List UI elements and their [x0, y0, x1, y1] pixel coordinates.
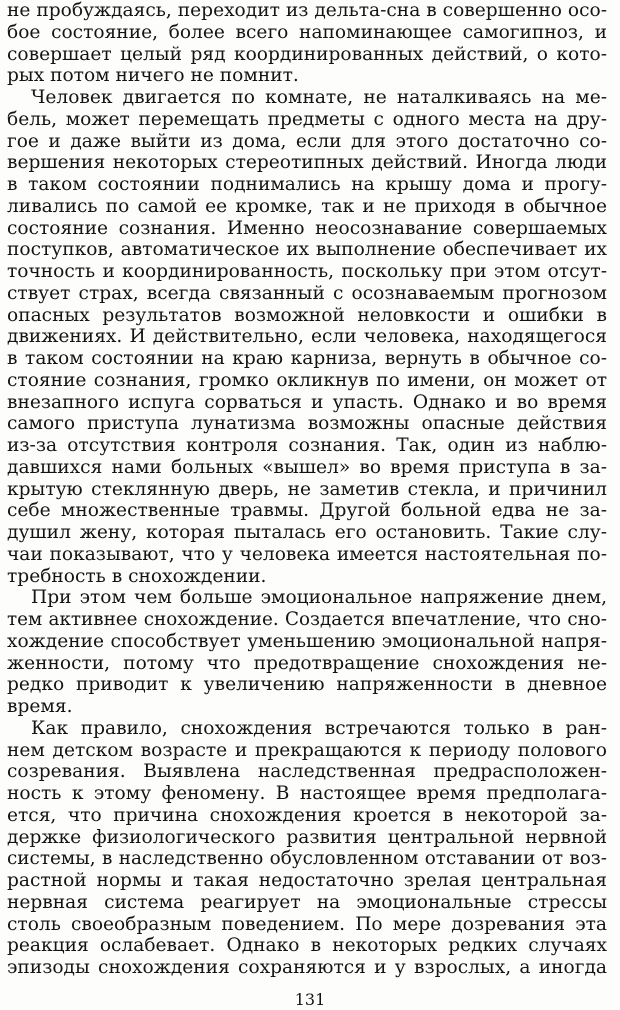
- body-text: [7, 0, 607, 979]
- text-line: тем активнее снохождение. Создается впечатление, что сно-: [7, 609, 607, 630]
- text-line: внезапного испуга сорваться и упасть. Однако и во время: [7, 391, 607, 413]
- text-line: столь своеобразным поведением. По мере дозревания эта: [7, 913, 607, 935]
- text-line: бель, может перемещать предметы с одного места на дру-: [7, 108, 607, 130]
- text-line: реакция ослабевает. Однако в некоторых редких случаях: [7, 935, 607, 957]
- text-line: точность и координированность, поскольку при этом отсут-: [7, 261, 607, 282]
- text-line: держке физиологического развития центральной нервной: [7, 826, 607, 848]
- text-line: редко приводит к увеличению напряженности в дневное: [7, 674, 607, 696]
- text-line: время.: [7, 696, 73, 717]
- page-number: 131: [294, 990, 326, 1009]
- text-line: бое состояние, более всего напоминающее самогипноз, и: [7, 21, 607, 43]
- text-line: требность в снохождении.: [7, 565, 267, 587]
- text-line: При этом чем больше эмоциональное напряжение днем,: [31, 587, 607, 609]
- text-line: ется, что причина снохождения кроется в некоторой за-: [7, 804, 607, 826]
- text-line: из-за отсутствия контроля сознания. Так, один из наблю-: [7, 435, 607, 456]
- text-line: стояние сознания, громко окликнув по имени, он может от: [7, 369, 607, 391]
- text-line: в таком состоянии на краю карниза, вернуть в обычное со-: [7, 348, 607, 369]
- text-line: ливались по самой ее кромке, так и не приходя в обычное: [7, 195, 607, 217]
- text-line: крытую стеклянную дверь, не заметив стекла, и причинил: [7, 478, 607, 500]
- text-line: Как правило, снохождения встречаются только в ран-: [31, 717, 607, 739]
- text-line: растной нормы и такая недостаточно зрелая центральная: [7, 870, 607, 891]
- text-line: системы, в наследственно обусловленном отставании от воз-: [7, 848, 607, 870]
- text-line: совершает целый ряд координированных действий, о кото-: [7, 43, 607, 65]
- text-line: вершения некоторых стереотипных действий. Иногда люди: [7, 152, 607, 174]
- text-line: созревания. Выявлена наследственная предрасположен-: [7, 761, 607, 783]
- text-line: хождение способствует уменьшению эмоциональной напря-: [7, 630, 607, 652]
- text-line: Человек двигается по комнате, не наталкиваясь на ме-: [31, 87, 607, 108]
- text-line: нервная система реагирует на эмоциональные стрессы: [7, 891, 607, 913]
- text-line: давшихся нами больных «вышел» во время приступа в за-: [7, 456, 607, 478]
- text-line: ствует страх, всегда связанный с осознаваемым прогнозом: [7, 282, 607, 304]
- text-line: в таком состоянии поднимались на крышу дома и прогу-: [7, 174, 607, 195]
- text-line: чаи показывают, что у человека имеется настоятельная по-: [7, 543, 607, 565]
- text-line: гое и даже выйти из дома, если для этого достаточно со-: [7, 130, 607, 152]
- text-line: движениях. И действительно, если человека, находящегося: [7, 326, 607, 348]
- text-line: опасных результатов возможной неловкости и ошибки в: [7, 304, 607, 326]
- text-line: женности, потому что предотвращение снохождения не-: [7, 652, 607, 674]
- text-line: поступков, автоматическое их выполнение обеспечивает их: [7, 239, 607, 261]
- text-line: нем детском возрасте и прекращаются к периоду полового: [7, 739, 607, 761]
- text-line: эпизоды снохождения сохраняются и у взрослых, а иногда: [7, 957, 607, 978]
- text-line: ность к этому феномену. В настоящее время предполага-: [7, 783, 607, 804]
- text-line: не пробуждаясь, переходит из дельта-сна в совершенно осо-: [7, 0, 607, 21]
- text-line: состояние сознания. Именно неосознавание совершаемых: [7, 217, 607, 239]
- text-line: рых потом ничего не помнит.: [7, 65, 299, 87]
- text-line: самого приступа лунатизма возможны опасные действия: [7, 413, 607, 435]
- text-line: себе множественные травмы. Другой больной едва не за-: [7, 500, 607, 522]
- text-line: душил жену, которая пыталась его остановить. Такие слу-: [7, 522, 607, 543]
